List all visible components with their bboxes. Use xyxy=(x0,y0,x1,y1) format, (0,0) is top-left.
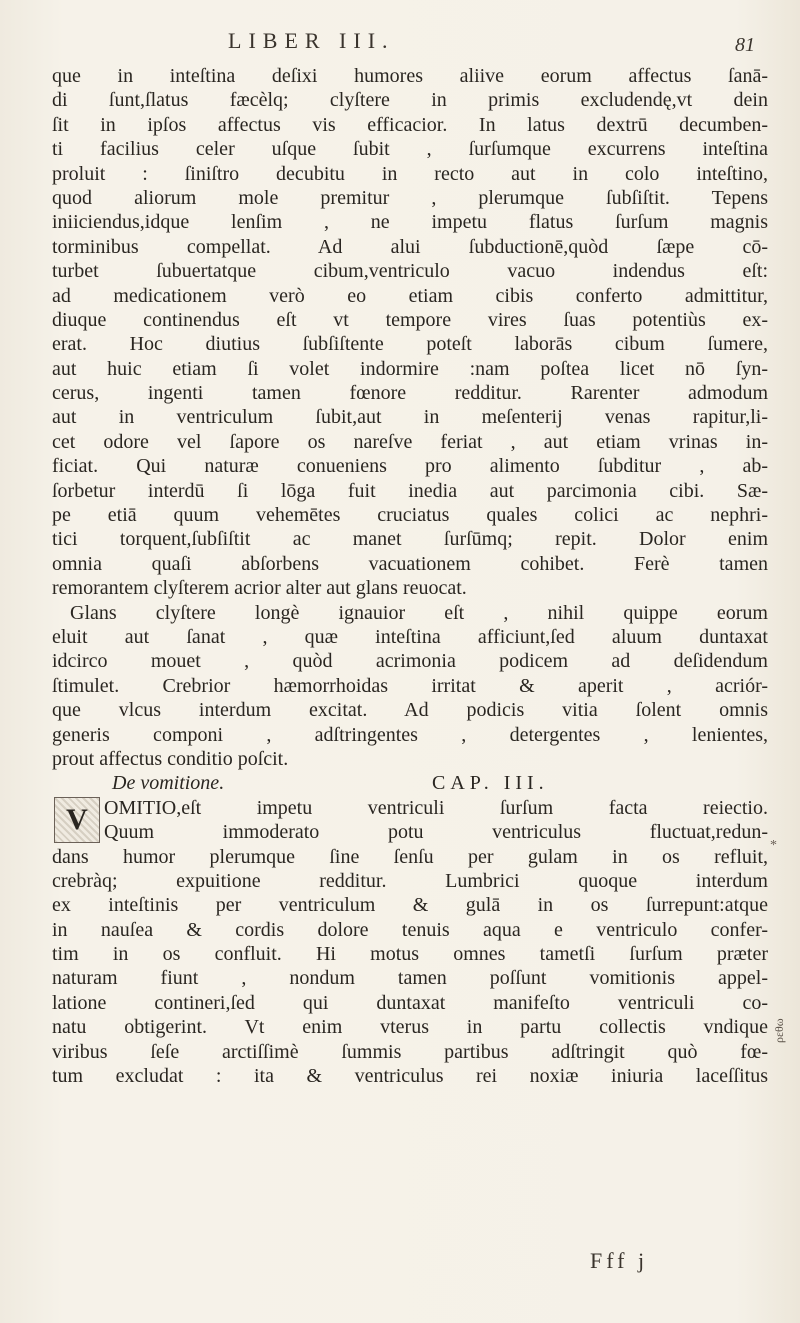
text-line: generis componi , adſtringentes , detergentes , lenientes, xyxy=(52,723,768,746)
text-line: que vlcus interdum excitat. Ad podicis vitia ſolent omnis xyxy=(52,699,768,722)
text-line: pe etiā quum vehemētes cruciatus quales colici ac nephri- xyxy=(52,504,768,527)
section-heading xyxy=(52,771,768,795)
section-title: De vomitione. xyxy=(112,772,225,795)
text-line: viribus ſeſe arctiſſimè ſummis partibus adſtringit quò fœ- xyxy=(52,1040,768,1063)
margin-mark: * xyxy=(770,838,777,853)
text-line: ſtimulet. Crebrior hæmorrhoidas irritat & aperit , acriór- xyxy=(52,674,768,697)
text-line: aut in ventriculum ſubit,aut in meſenterij venas rapitur,li- xyxy=(52,406,768,429)
text-line: que in inteſtina deſixi humores aliive eorum affectus ſanā- xyxy=(52,65,768,87)
body-text xyxy=(52,64,768,1088)
text-line: aut huic etiam ſi volet indormire :nam poſtea licet nō ſyn- xyxy=(52,357,768,380)
text-line: dans humor plerumque ſine ſenſu per gulam in os refluit, xyxy=(52,845,768,868)
text-line: cet odore vel ſapore os nareſve feriat , aut etiam vrinas in- xyxy=(52,430,768,453)
text-line: crebràq; expuitione redditur. Lumbrici quoque interdum xyxy=(52,869,768,892)
text-line: tim in os confluit. Hi motus omnes tametſi ſurſum præter xyxy=(52,943,768,966)
text-line: Quum immoderato potu ventriculus fluctuat,redun- xyxy=(104,821,768,844)
text-line: proluit : ſiniſtro decubitu in recto aut in colo inteſtino, xyxy=(52,162,768,185)
text-line: ti facilius celer uſque ſubit , ſurſumque excurrens inteſtina xyxy=(52,138,768,161)
text-line: omnia quaſi abſorbens vacuationem cohibet. Ferè tamen xyxy=(52,552,768,575)
text-line: OMITIO,eſt impetu ventriculi ſurſum facta reiectio. xyxy=(104,796,768,819)
page-number: 81 xyxy=(735,34,755,56)
signature-mark: Fff j xyxy=(590,1248,649,1273)
margin-note: ρεθω xyxy=(772,1018,786,1043)
text-line: tici torquent,ſubſiſtit ac manet ſurſūmq; repit. Dolor enim xyxy=(52,528,768,551)
text-line: natu obtigerint. Vt enim vterus in partu collectis vndique xyxy=(52,1016,768,1039)
text-line: ad medicationem verò eo etiam cibis conferto admittitur, xyxy=(52,284,768,307)
text-line: quod aliorum mole premitur , plerumque ſubſiſtit. Tepens xyxy=(52,186,768,209)
text-line: iniiciendus,idque lenſim , ne impetu flatus ſurſum magnis xyxy=(52,211,768,234)
text-line: prout affectus conditio poſcit. xyxy=(52,747,289,770)
text-line: eluit aut ſanat , quæ inteſtina afficiunt,ſed aluum duntaxat xyxy=(52,625,768,648)
text-line: di ſunt,ſlatus fæcèlq; clyſtere in primis excludendę,vt dein xyxy=(52,89,768,112)
paragraph-start: Glans clyſtere longè ignauior eſt , nihil quippe eorum xyxy=(70,601,768,624)
text-line: ficiat. Qui naturæ conueniens pro alimento ſubditur , ab- xyxy=(52,455,768,478)
text-line: ex inteſtinis per ventriculum & gulā in os ſurrepunt:atque xyxy=(52,894,768,917)
chapter-number: CAP. III. xyxy=(432,772,549,795)
text-line: ſit in ipſos affectus vis efficacior. In latus dextrū decumben- xyxy=(52,113,768,136)
text-line: latione contineri,ſed qui duntaxat manifeſto ventriculi co- xyxy=(52,991,768,1014)
text-line: in nauſea & cordis dolore tenuis aqua e ventriculo confer- xyxy=(52,918,768,941)
page-header xyxy=(0,28,800,64)
text-line: diuque continendus eſt vt tempore vires ſuas potentiùs ex- xyxy=(52,308,768,331)
text-line: naturam fiunt , nondum tamen poſſunt vomitionis appel- xyxy=(52,967,768,990)
text-line: tum excludat : ita & ventriculus rei noxiæ iniuria laceſſitus xyxy=(52,1065,768,1088)
text-line: cerus, ingenti tamen fœnore redditur. Rarenter admodum xyxy=(52,382,768,405)
text-line: turbet ſubuertatque cibum,ventriculo vacuo indendus eſt: xyxy=(52,260,768,283)
text-line: idcirco mouet , quòd acrimonia podicem ad deſidendum xyxy=(52,650,768,673)
running-head: LIBER III. xyxy=(228,28,395,53)
text-line: ſorbetur interdū ſi lōga fuit inedia aut parcimonia cibi. Sæ- xyxy=(52,479,768,502)
text-line: torminibus compellat. Ad alui ſubductionē,quòd ſæpe cō- xyxy=(52,235,768,258)
text-line: remorantem clyſterem acrior alter aut glans reuocat. xyxy=(52,577,467,600)
text-line: erat. Hoc diutius ſubſiſtente poteſt laborās cibum ſumere, xyxy=(52,333,768,356)
drop-initial: V xyxy=(54,797,100,843)
